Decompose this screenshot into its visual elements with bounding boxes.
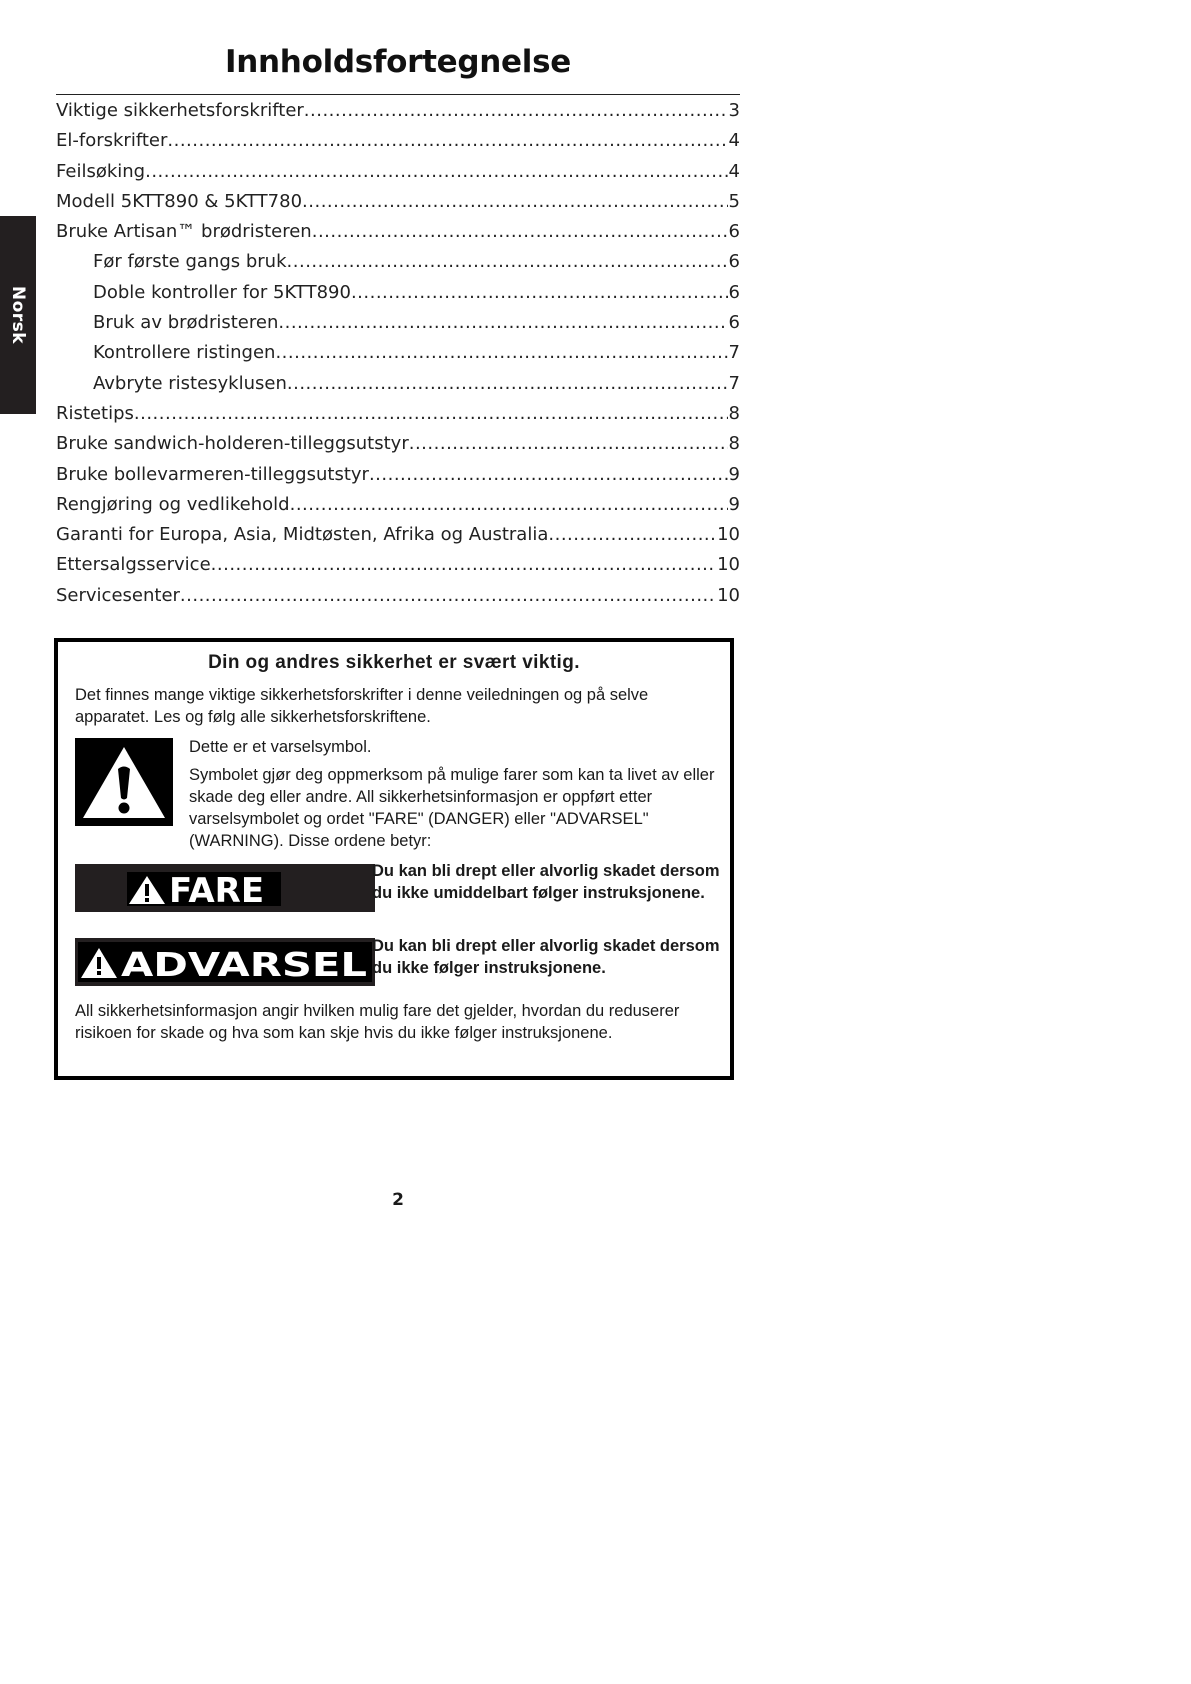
page-title: Innholdsfortegnelse <box>225 44 571 80</box>
toc-dot-leader <box>145 161 727 182</box>
symbol-explanation: Symbolet gjør deg oppmerksom på mulige farer som kan ta livet av eller skade deg eller andre. All sikkerhetsinformasjon er oppført etter varselsymbolet og ordet "FARE" (DANGER) eller "ADVARSEL" (WARNING). Disse ordene betyr: <box>189 766 715 850</box>
toc-entry <box>56 251 740 281</box>
toc-dot-leader <box>290 494 728 515</box>
toc-entry-label: Bruk av brødristeren <box>93 312 279 334</box>
toc-entry <box>56 221 740 251</box>
warning-signal-word: ADVARSEL <box>121 945 367 984</box>
toc-dot-leader <box>167 130 727 151</box>
toc-entry <box>56 464 740 494</box>
toc-entry-label: Bruke Artisan™ brødristeren <box>56 221 312 243</box>
toc-entry <box>56 100 740 130</box>
toc-entry-label: Feilsøking <box>56 160 146 182</box>
toc-entry-page: 5 <box>728 190 740 212</box>
toc-entry-label: Kontrollere ristingen <box>93 342 276 364</box>
toc-entry-page: 10 <box>717 524 740 546</box>
toc-dot-leader <box>180 585 716 606</box>
warning-triangle-icon <box>75 738 173 826</box>
toc-entry-label: Avbryte ristesyklusen <box>93 372 287 394</box>
toc-dot-leader <box>369 464 728 485</box>
toc-entry-page: 10 <box>717 584 740 606</box>
toc-entry-label: Servicesenter <box>56 584 180 606</box>
safety-notice-box <box>54 638 734 1080</box>
toc-entry-page: 10 <box>717 554 740 576</box>
toc-entry-page: 7 <box>728 342 740 364</box>
toc-entry-page: 6 <box>728 251 740 273</box>
toc-entry-page: 3 <box>728 100 740 121</box>
toc-entry-page: 4 <box>728 130 740 152</box>
toc-dot-leader <box>278 312 727 333</box>
toc-entry <box>56 494 740 524</box>
toc-entry-page: 7 <box>728 372 740 394</box>
toc-dot-leader <box>304 100 728 121</box>
danger-signal-panel <box>75 864 375 912</box>
toc-entry <box>56 130 740 160</box>
toc-dot-leader <box>351 282 728 303</box>
toc-entry-label: Garanti for Europa, Asia, Midtøsten, Afrika og Australia <box>56 524 549 546</box>
toc-dot-leader <box>312 221 728 242</box>
language-tab <box>0 216 36 414</box>
toc-dot-leader <box>287 373 728 394</box>
toc-entry-page: 8 <box>728 402 740 424</box>
toc-entry-page: 8 <box>728 433 740 455</box>
toc-entry-label: Modell 5KTT890 & 5KTT780 <box>56 190 303 212</box>
toc-dot-leader <box>302 191 728 212</box>
safety-summary: All sikkerhetsinformasjon angir hvilken mulig fare det gjelder, hvordan du reduserer risikoen for skade og hva som kan skje hvis du ikke følger instruksjonene. <box>75 1002 680 1042</box>
toc-dot-leader <box>134 403 728 424</box>
warning-meaning: Du kan bli drept eller alvorlig skadet dersom du ikke følger instruksjonene. <box>372 937 720 977</box>
toc-entry <box>56 312 740 342</box>
toc-entry-page: 6 <box>728 281 740 303</box>
toc-entry-label: Viktige sikkerhetsforskrifter <box>56 100 304 121</box>
page-number: 2 <box>392 1190 404 1210</box>
toc-entry-page: 9 <box>728 463 740 485</box>
toc-dot-leader <box>275 342 727 363</box>
toc-entry-label: El-forskrifter <box>56 130 168 152</box>
symbol-caption: Dette er et varselsymbol. <box>189 738 372 756</box>
toc-dot-leader <box>287 251 728 272</box>
toc-entry <box>56 585 740 615</box>
toc-entry-label: Ristetips <box>56 402 134 424</box>
toc-entry-label: Doble kontroller for 5KTT890 <box>93 281 351 303</box>
warning-signal-panel <box>75 938 375 986</box>
toc-entry <box>56 554 740 584</box>
toc-entry <box>56 373 740 403</box>
toc-entry-page: 6 <box>728 221 740 243</box>
toc-entry-label: Rengjøring og vedlikehold <box>56 493 290 515</box>
danger-signal-word: FARE <box>169 871 265 911</box>
toc-dot-leader <box>211 554 716 575</box>
toc-entry-label: Før første gangs bruk <box>93 251 287 273</box>
toc-entry-label: Ettersalgsservice <box>56 554 211 576</box>
toc-entry <box>56 524 740 554</box>
toc-dot-leader <box>409 433 728 454</box>
language-tab-label: Norsk <box>8 285 28 345</box>
safety-heading: Din og andres sikkerhet er svært viktig. <box>208 652 580 673</box>
toc-entry-label: Bruke sandwich-holderen-tilleggsutstyr <box>56 433 409 455</box>
toc-entry <box>56 403 740 433</box>
toc-entry <box>56 191 740 221</box>
title-divider <box>56 94 740 95</box>
toc-entry <box>56 282 740 312</box>
toc-entry-label: Bruke bollevarmeren-tilleggsutstyr <box>56 463 369 485</box>
toc-entry-page: 6 <box>728 312 740 334</box>
toc-entry-page: 4 <box>728 160 740 182</box>
toc-dot-leader <box>548 524 716 545</box>
table-of-contents <box>56 100 740 615</box>
toc-entry <box>56 433 740 463</box>
danger-meaning: Du kan bli drept eller alvorlig skadet dersom du ikke umiddelbart følger instruksjonene. <box>372 862 720 902</box>
toc-entry <box>56 161 740 191</box>
toc-entry <box>56 342 740 372</box>
safety-intro: Det finnes mange viktige sikkerhetsforskrifter i denne veiledningen og på selve apparatet. Les og følg alle sikkerhetsforskriftene. <box>75 686 649 726</box>
toc-entry-page: 9 <box>728 493 740 515</box>
